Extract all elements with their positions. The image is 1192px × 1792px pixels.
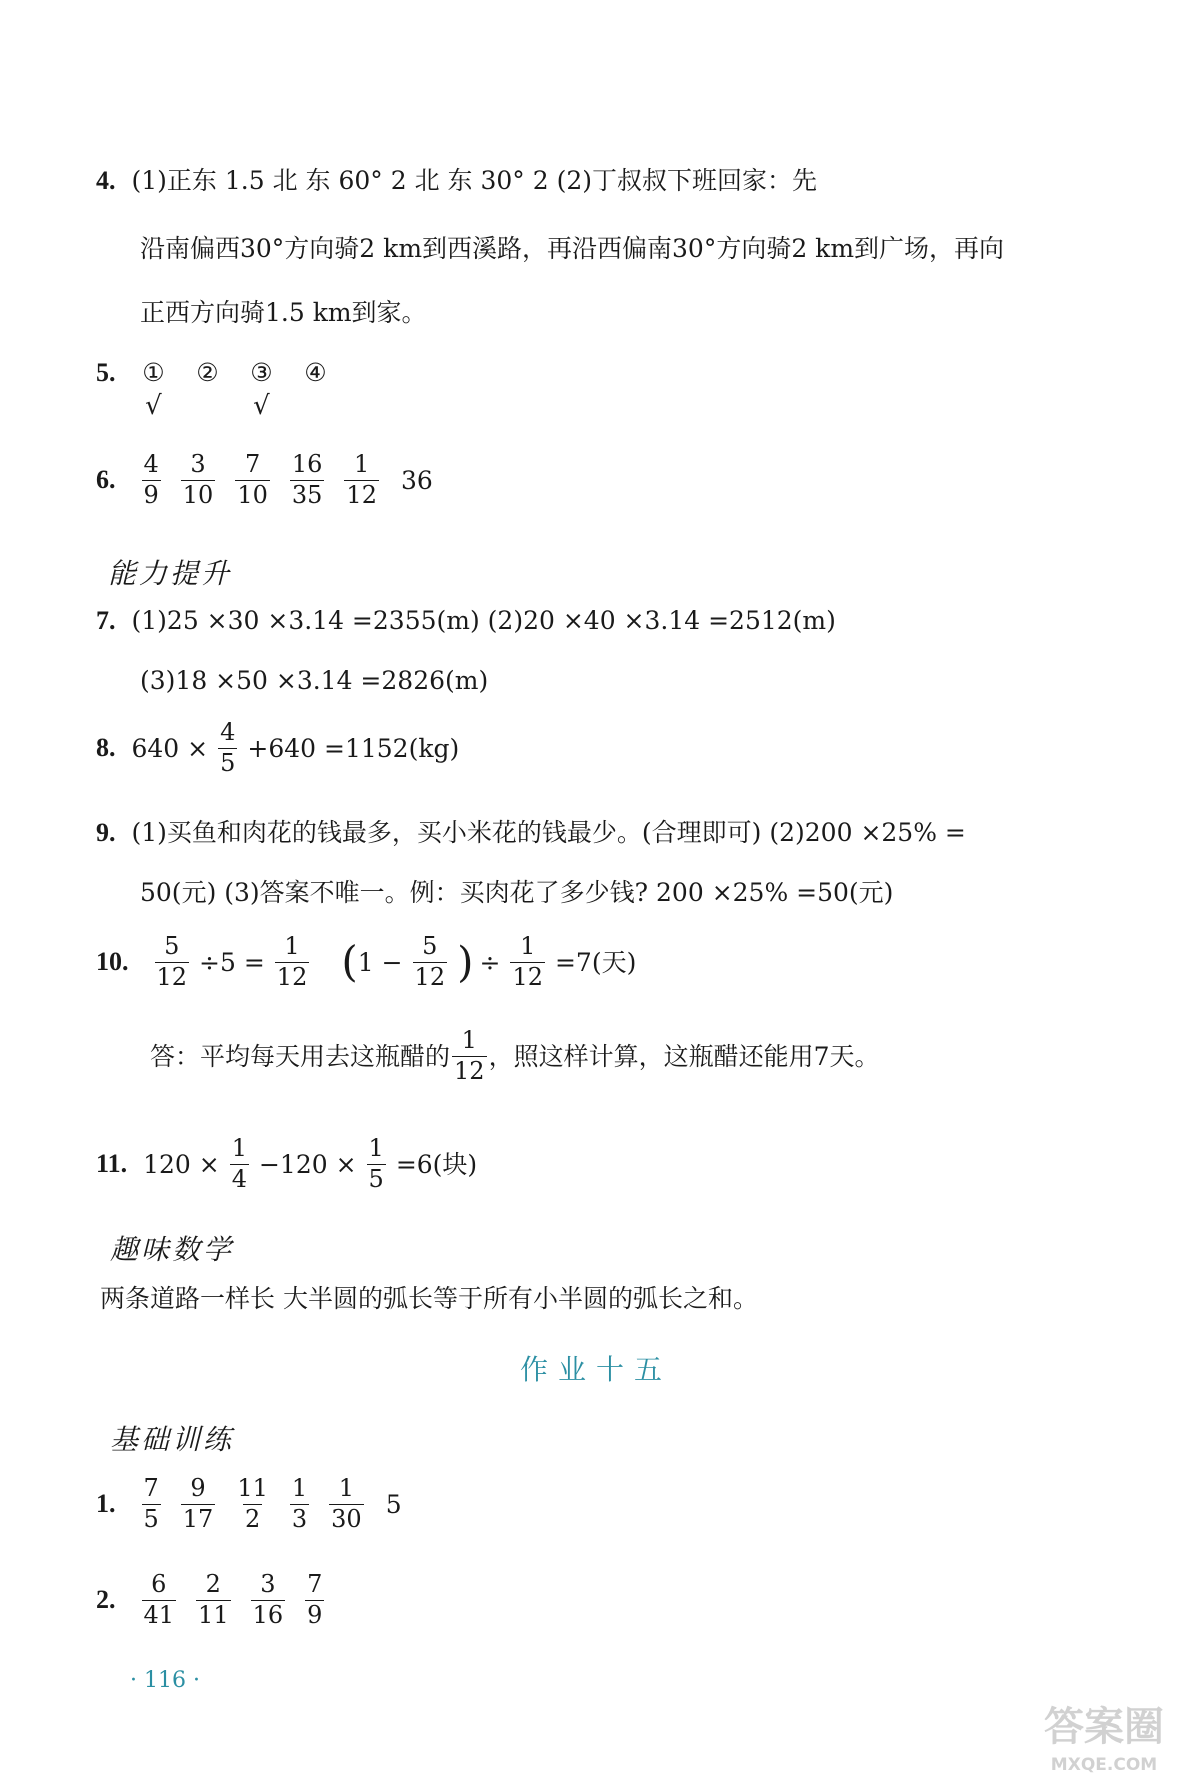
q7-line1 — [96, 608, 836, 634]
numerator: 7 — [244, 450, 261, 478]
denominator: 2 — [244, 1504, 261, 1533]
q10-equation — [96, 934, 636, 991]
numerator: 2 — [205, 1570, 221, 1598]
q4-number: 4. — [96, 166, 116, 195]
q11 — [96, 1136, 477, 1193]
denominator: 12 — [346, 480, 377, 509]
basic-q1-fraction-2 — [181, 1476, 216, 1533]
q10-text-4: =7(天) — [554, 947, 637, 977]
q9-line1 — [96, 820, 966, 846]
q10-fraction-4 — [510, 934, 545, 991]
check-mark-icon: √ — [145, 391, 162, 421]
denominator: 3 — [291, 1504, 308, 1533]
numerator: 5 — [422, 932, 438, 960]
denominator: 10 — [182, 480, 214, 509]
denominator: 12 — [512, 962, 543, 991]
homework-title: 作业十五 — [519, 1353, 672, 1386]
denominator: 4 — [231, 1164, 247, 1193]
basic-q1-tail: 5 — [385, 1489, 402, 1519]
denominator: 12 — [414, 962, 446, 991]
q8-number: 8. — [96, 733, 116, 763]
numerator: 1 — [338, 1474, 355, 1502]
q4-line2 — [140, 236, 1004, 261]
q10-answer-fraction — [452, 1028, 487, 1085]
basic-q2-fraction-1 — [142, 1572, 177, 1629]
q11-fraction-2 — [367, 1136, 386, 1193]
denominator: 10 — [237, 480, 268, 509]
basic-q1-fraction-1 — [142, 1476, 161, 1533]
numerator: 3 — [260, 1570, 276, 1598]
denominator: 12 — [276, 962, 308, 991]
watermark-url: MXQE.COM — [1050, 1755, 1158, 1775]
basic-q2-number: 2. — [96, 1585, 116, 1615]
option-label: ③ — [250, 358, 273, 387]
q11-text-3: =6(块) — [395, 1149, 478, 1179]
q5 — [96, 360, 329, 423]
q5-option-2 — [193, 360, 221, 423]
section-basic-title: 基础训练 — [110, 1423, 235, 1456]
basic-q2-fractions — [132, 1570, 335, 1629]
denominator: 16 — [252, 1600, 284, 1629]
numerator: 4 — [143, 450, 159, 478]
denominator: 30 — [331, 1504, 362, 1533]
q9-text-2: 50(元) (3)答案不唯一。例：买肉花了多少钱? 200 ×25% =50(元) — [140, 878, 894, 907]
section-ability-title: 能力提升 — [108, 557, 233, 590]
q4-text-2: 沿南偏西30°方向骑2 km到西溪路，再沿西偏南30°方向骑2 km到广场，再向 — [140, 234, 1005, 263]
numerator: 1 — [291, 1474, 308, 1502]
q11-fraction-1 — [230, 1136, 249, 1193]
q9-number: 9. — [96, 818, 116, 847]
watermark-text: 答案圈 — [1044, 1704, 1164, 1750]
q6-fractions — [132, 450, 389, 509]
numerator: 1 — [231, 1134, 247, 1162]
q9-text-1: (1)买鱼和肉花的钱最多，买小米花的钱最少。(合理即可) (2)200 ×25% = — [131, 818, 966, 847]
denominator: 5 — [143, 1504, 159, 1533]
denominator: 12 — [454, 1056, 485, 1085]
q6-number: 6. — [96, 465, 116, 495]
numerator: 7 — [307, 1570, 323, 1598]
q6-fraction-4 — [290, 452, 325, 509]
numerator: 1 — [520, 932, 536, 960]
basic-q2-fraction-4 — [305, 1572, 324, 1629]
numerator: 1 — [354, 450, 370, 478]
q11-text-2: −120 × — [258, 1149, 357, 1179]
q10-fraction-2 — [275, 934, 310, 991]
denominator: 9 — [143, 480, 159, 509]
basic-q1 — [96, 1476, 402, 1533]
q10-answer — [150, 1028, 879, 1085]
q8 — [96, 720, 459, 777]
q8-pre: 640 × — [131, 733, 209, 763]
q5-number: 5. — [96, 358, 116, 387]
q10-number: 10. — [96, 947, 129, 977]
denominator: 11 — [198, 1600, 229, 1629]
q6-fraction-5 — [344, 452, 379, 509]
numerator: 3 — [190, 450, 206, 478]
q11-text-1: 120 × — [143, 1149, 220, 1179]
basic-q2-fraction-3 — [251, 1572, 286, 1629]
basic-q2 — [96, 1572, 334, 1629]
option-label: ① — [142, 358, 165, 387]
q7-text-1: (1)25 ×30 ×3.14 =2355(m) (2)20 ×40 ×3.14 =2512(m) — [131, 606, 836, 635]
basic-q1-number: 1. — [96, 1489, 116, 1519]
denominator: 12 — [156, 962, 188, 991]
numerator: 1 — [368, 1134, 384, 1162]
basic-q1-fraction-4 — [290, 1476, 309, 1533]
q7-line2 — [140, 668, 488, 693]
basic-q2-fraction-2 — [196, 1572, 231, 1629]
q8-fraction — [218, 720, 237, 777]
q10-text-2: 1 − — [357, 947, 403, 977]
q10-answer-post: ，照这样计算，这瓶醋还能用7天。 — [488, 1041, 880, 1071]
q10-paren-close: ) — [457, 937, 474, 987]
q9-line2 — [140, 880, 893, 905]
numerator: 9 — [190, 1474, 206, 1502]
basic-q1-fractions — [132, 1474, 374, 1533]
check-mark-icon: √ — [253, 391, 270, 421]
numerator: 1 — [284, 932, 300, 960]
q4-line1 — [96, 168, 817, 194]
q6-tail: 36 — [400, 465, 433, 495]
numerator: 1 — [461, 1026, 477, 1054]
watermark-logo — [1044, 1690, 1164, 1778]
q4-text-1: (1)正东 1.5 北 东 60° 2 北 东 30° 2 (2)丁叔叔下班回家：先 — [131, 166, 817, 195]
q10-text-1: ÷5 = — [199, 947, 265, 977]
q5-option-4 — [301, 360, 329, 423]
q10-fraction-3 — [413, 934, 448, 991]
option-label: ④ — [304, 358, 327, 387]
q5-option-3 — [247, 360, 275, 423]
q7-number: 7. — [96, 606, 116, 635]
q6-fraction-1 — [142, 452, 161, 509]
denominator: 17 — [182, 1504, 214, 1533]
denominator: 9 — [307, 1600, 323, 1629]
q6 — [96, 452, 433, 509]
q10-text-3: ÷ — [479, 947, 501, 977]
numerator: 16 — [291, 450, 323, 478]
q7-text-2: (3)18 ×50 ×3.14 =2826(m) — [140, 666, 489, 695]
page-number: · 116 · — [130, 1668, 200, 1693]
denominator: 5 — [220, 748, 236, 777]
section-fun-title: 趣味数学 — [110, 1233, 235, 1266]
denominator: 35 — [291, 480, 323, 509]
basic-q1-fraction-5 — [329, 1476, 364, 1533]
denominator: 41 — [143, 1600, 175, 1629]
q6-fraction-2 — [181, 452, 216, 509]
q10-answer-pre: 答：平均每天用去这瓶醋的 — [150, 1041, 451, 1071]
q8-post: +640 =1152(kg) — [247, 733, 460, 763]
numerator: 7 — [143, 1474, 159, 1502]
fun-answer: 两条道路一样长 大半圆的弧长等于所有小半圆的弧长之和。 — [100, 1284, 758, 1313]
q10-paren-open: ( — [341, 937, 358, 987]
numerator: 5 — [164, 932, 180, 960]
q5-options — [139, 360, 329, 423]
denominator: 5 — [368, 1164, 384, 1193]
option-label: ② — [196, 358, 219, 387]
q5-option-1 — [139, 360, 167, 423]
q10-fraction-1 — [155, 934, 190, 991]
numerator: 6 — [151, 1570, 167, 1598]
numerator: 11 — [237, 1474, 268, 1502]
q11-number: 11. — [96, 1149, 128, 1179]
q6-fraction-3 — [235, 452, 270, 509]
q4-text-3: 正西方向骑1.5 km到家。 — [140, 298, 427, 327]
numerator: 4 — [220, 718, 236, 746]
q4-line3 — [140, 300, 427, 325]
basic-q1-fraction-3 — [235, 1476, 270, 1533]
